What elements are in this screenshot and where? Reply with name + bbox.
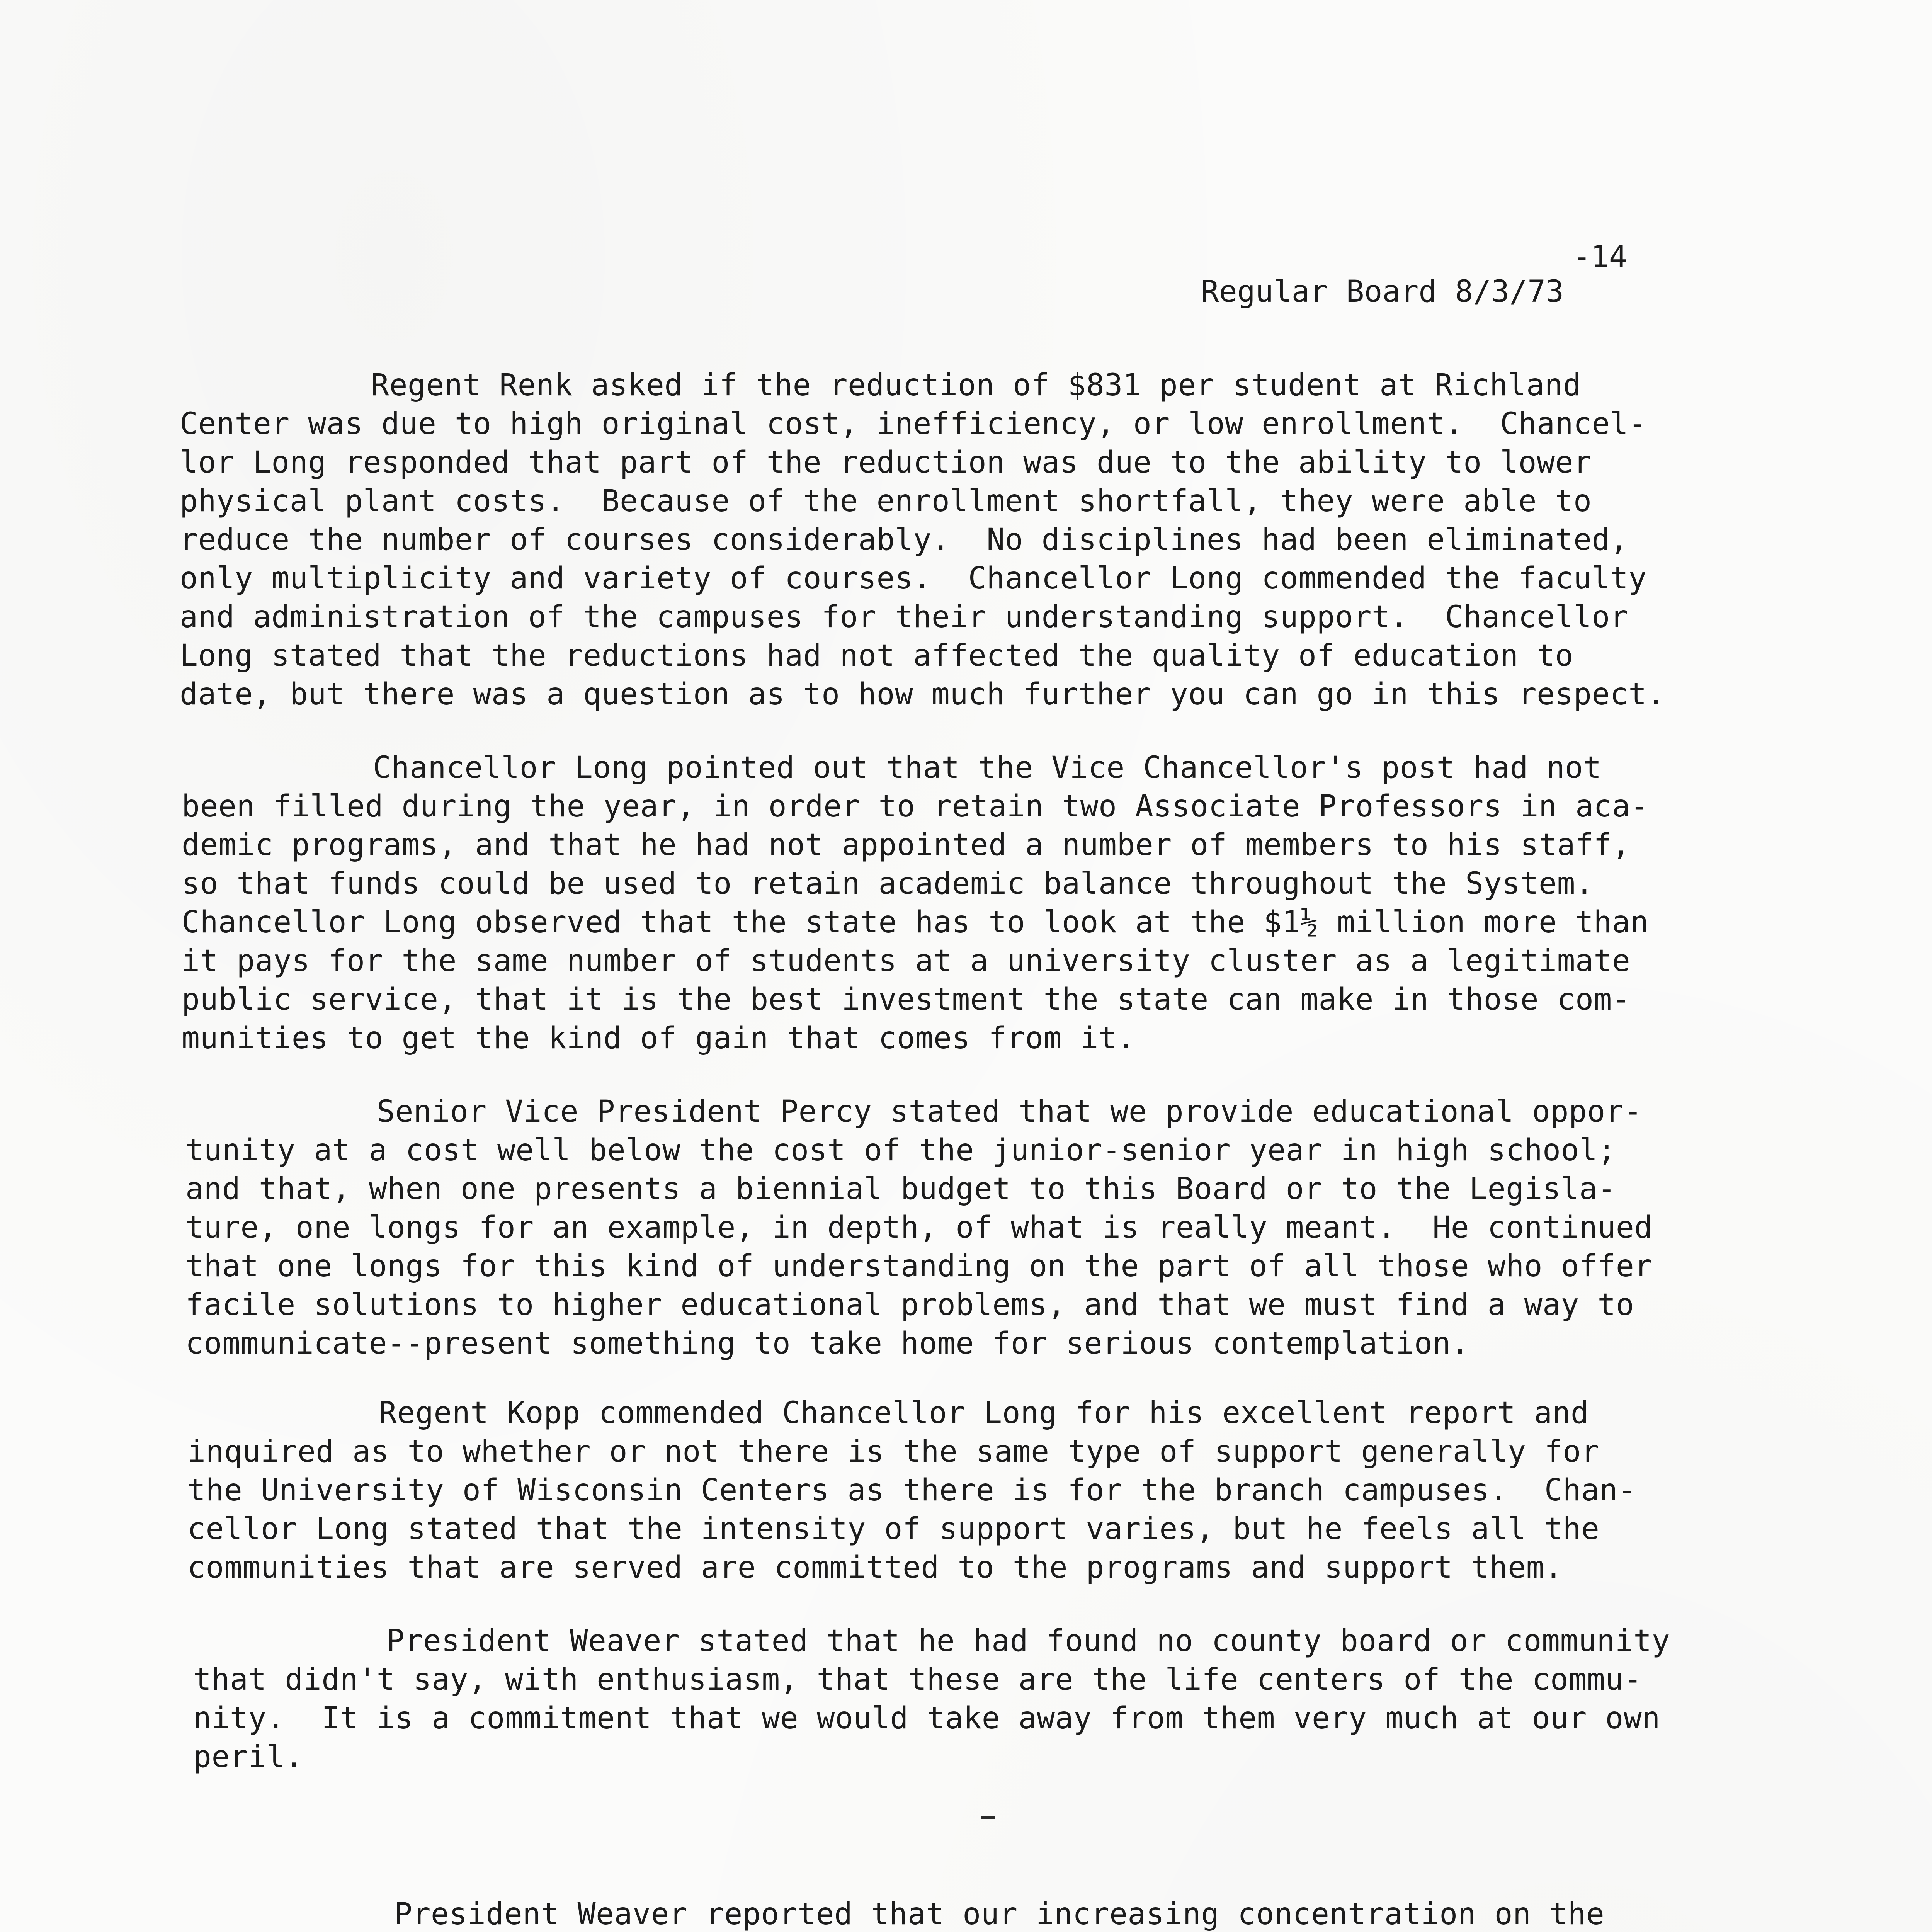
- paragraph-line: facile solutions to higher educational problems, and that we must find a way to: [185, 1287, 1634, 1322]
- paragraph-line: nity. It is a commitment that we would take away from them very much at our own: [193, 1701, 1660, 1736]
- paragraph-line: the University of Wisconsin Centers as there is for the branch campuses. Chan-: [187, 1473, 1636, 1508]
- paragraph-line: inquired as to whether or not there is the same type of support generally for: [187, 1434, 1600, 1469]
- header-page-ref: -14: [1573, 240, 1627, 274]
- paragraph-line: reduce the number of courses considerably. No disciplines had been eliminated,: [180, 522, 1629, 557]
- page-header: [1128, 240, 1627, 379]
- paragraph-line: ture, one longs for an example, in depth, of what is really meant. He continued: [185, 1210, 1653, 1245]
- paragraph-line: Chancellor Long observed that the state has to look at the $1½ million more than: [182, 905, 1649, 940]
- paragraph-line: Regent Renk asked if the reduction of $831 per student at Richland: [371, 368, 1582, 403]
- paragraph-line: President Weaver stated that he had found no county board or community: [386, 1624, 1670, 1658]
- paragraph-line: cellor Long stated that the intensity of support varies, but he feels all the: [187, 1512, 1600, 1546]
- paragraph-line: Chancellor Long pointed out that the Vice Chancellor's post had not: [373, 750, 1602, 785]
- paragraph-line: communicate--present something to take home for serious contemplation.: [185, 1326, 1469, 1361]
- paragraph-line: date, but there was a question as to how much further you can go in this respect.: [180, 677, 1665, 712]
- paragraph-line: tunity at a cost well below the cost of the junior-senior year in high school;: [185, 1133, 1616, 1168]
- paragraph-line: it pays for the same number of students at a university cluster as a legitimate: [182, 944, 1631, 978]
- paragraph-line: and administration of the campuses for their understanding support. Chancellor: [180, 600, 1629, 634]
- section-separator-dash: [981, 1816, 995, 1819]
- paragraph-line: munities to get the kind of gain that comes from it.: [182, 1021, 1135, 1056]
- paragraph-line: public service, that it is the best investment the state can make in those com-: [182, 982, 1631, 1017]
- paragraph-line: lor Long responded that part of the reduction was due to the ability to lower: [180, 445, 1592, 480]
- paragraph-line: that one longs for this kind of understanding on the part of all those who offer: [185, 1249, 1653, 1284]
- paragraph-line: demic programs, and that he had not appointed a number of members to his staff,: [182, 828, 1631, 862]
- paragraph-line: peril.: [193, 1740, 303, 1774]
- paragraph-line: Center was due to high original cost, inefficiency, or low enrollment. Chancel-: [180, 406, 1647, 441]
- paragraph-line: that didn't say, with enthusiasm, that these are the life centers of the commu-: [193, 1662, 1642, 1697]
- paragraph-line: and that, when one presents a biennial budget to this Board or to the Legisla-: [185, 1172, 1616, 1206]
- paragraph-line: President Weaver reported that our increasing concentration on the: [394, 1897, 1605, 1932]
- paragraph-line: physical plant costs. Because of the enrollment shortfall, they were able to: [180, 484, 1592, 519]
- paragraph-line: been filled during the year, in order to retain two Associate Professors in aca-: [182, 789, 1649, 824]
- paragraph-line: communities that are served are committed to the programs and support them.: [187, 1550, 1563, 1585]
- paragraph-line: only multiplicity and variety of courses. Chancellor Long commended the faculty: [180, 561, 1647, 596]
- header-title: Regular Board 8/3/73: [1201, 274, 1564, 309]
- paragraph-line: so that funds could be used to retain academic balance throughout the System.: [182, 866, 1594, 901]
- paragraph-line: Long stated that the reductions had not affected the quality of education to: [180, 638, 1573, 673]
- paragraph-line: Senior Vice President Percy stated that we provide educational oppor-: [377, 1094, 1642, 1129]
- paragraph-line: Regent Kopp commended Chancellor Long for his excellent report and: [379, 1396, 1589, 1430]
